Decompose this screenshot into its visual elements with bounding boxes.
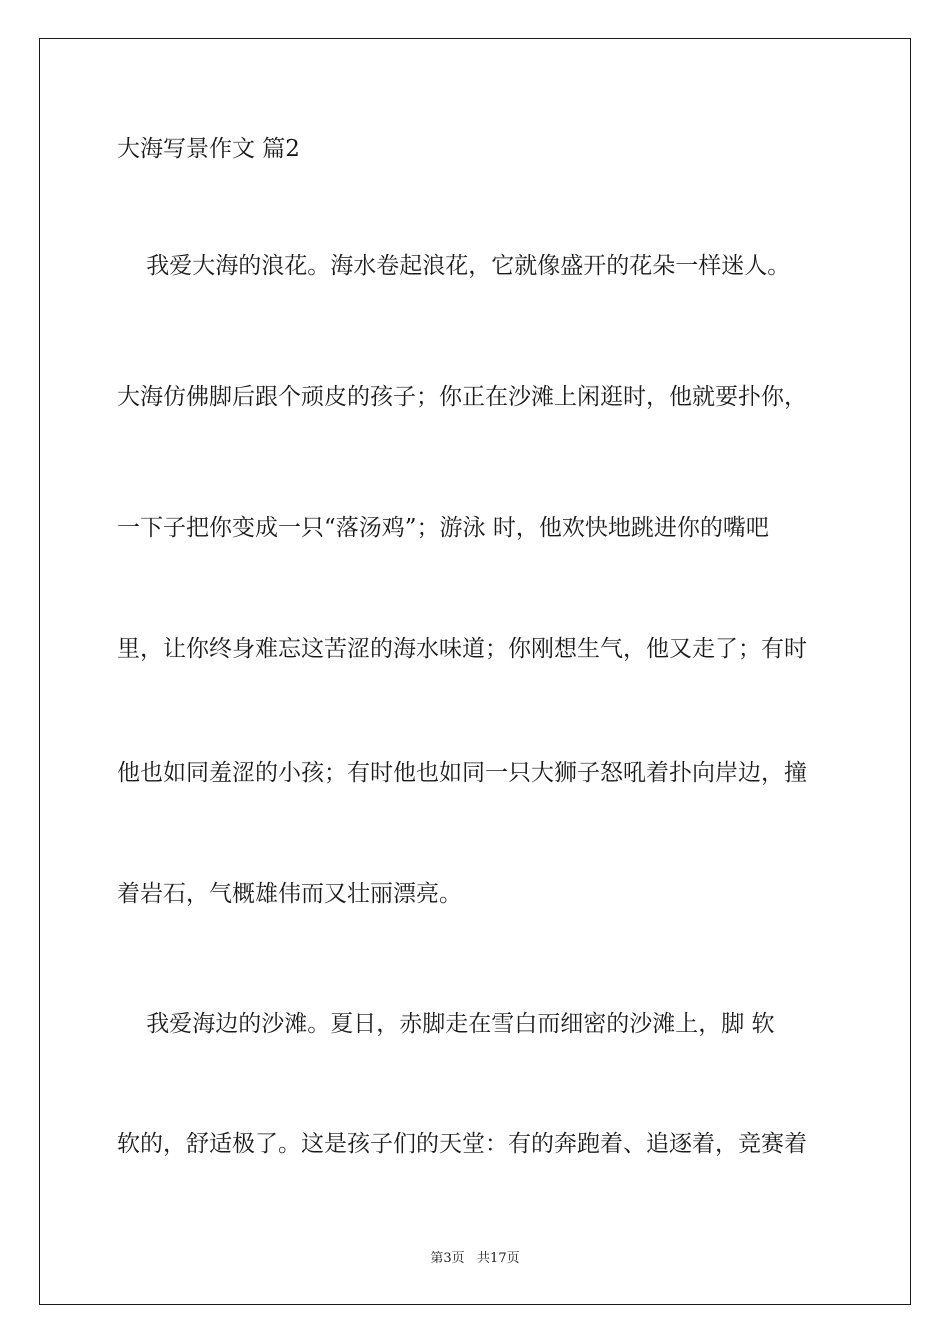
text-line-2: 大海仿佛脚后跟个顽皮的孩子；你正在沙滩上闲逛时，他就要扑你， (117, 384, 807, 410)
text-line-8: 软的，舒适极了。这是孩子们的天堂：有的奔跑着、追逐着，竞赛着 (117, 1131, 807, 1157)
document-title: 大海写景作文 篇2 (117, 136, 300, 162)
text-line-1: 我爱大海的浪花。海水卷起浪花，它就像盛开的花朵一样迷人。 (117, 253, 791, 279)
page-footer: 第3页 共17页 (430, 1251, 520, 1266)
text-line-6: 着岩石，气概雄伟而又壮丽漂亮。 (117, 881, 462, 907)
text-line-3: 一下子把你变成一只“落汤鸡”；游泳 时，他欢快地跳进你的嘴吧 (117, 515, 769, 541)
page-border (39, 38, 911, 1305)
text-line-4: 里，让你终身难忘这苦涩的海水味道；你刚想生气，他又走了；有时 (117, 636, 807, 662)
text-line-7: 我爱海边的沙滩。夏日，赤脚走在雪白而细密的沙滩上，脚 软 (117, 1011, 775, 1037)
text-line-5: 他也如同羞涩的小孩；有时他也如同一只大狮子怒吼着扑向岸边，撞 (117, 760, 807, 786)
